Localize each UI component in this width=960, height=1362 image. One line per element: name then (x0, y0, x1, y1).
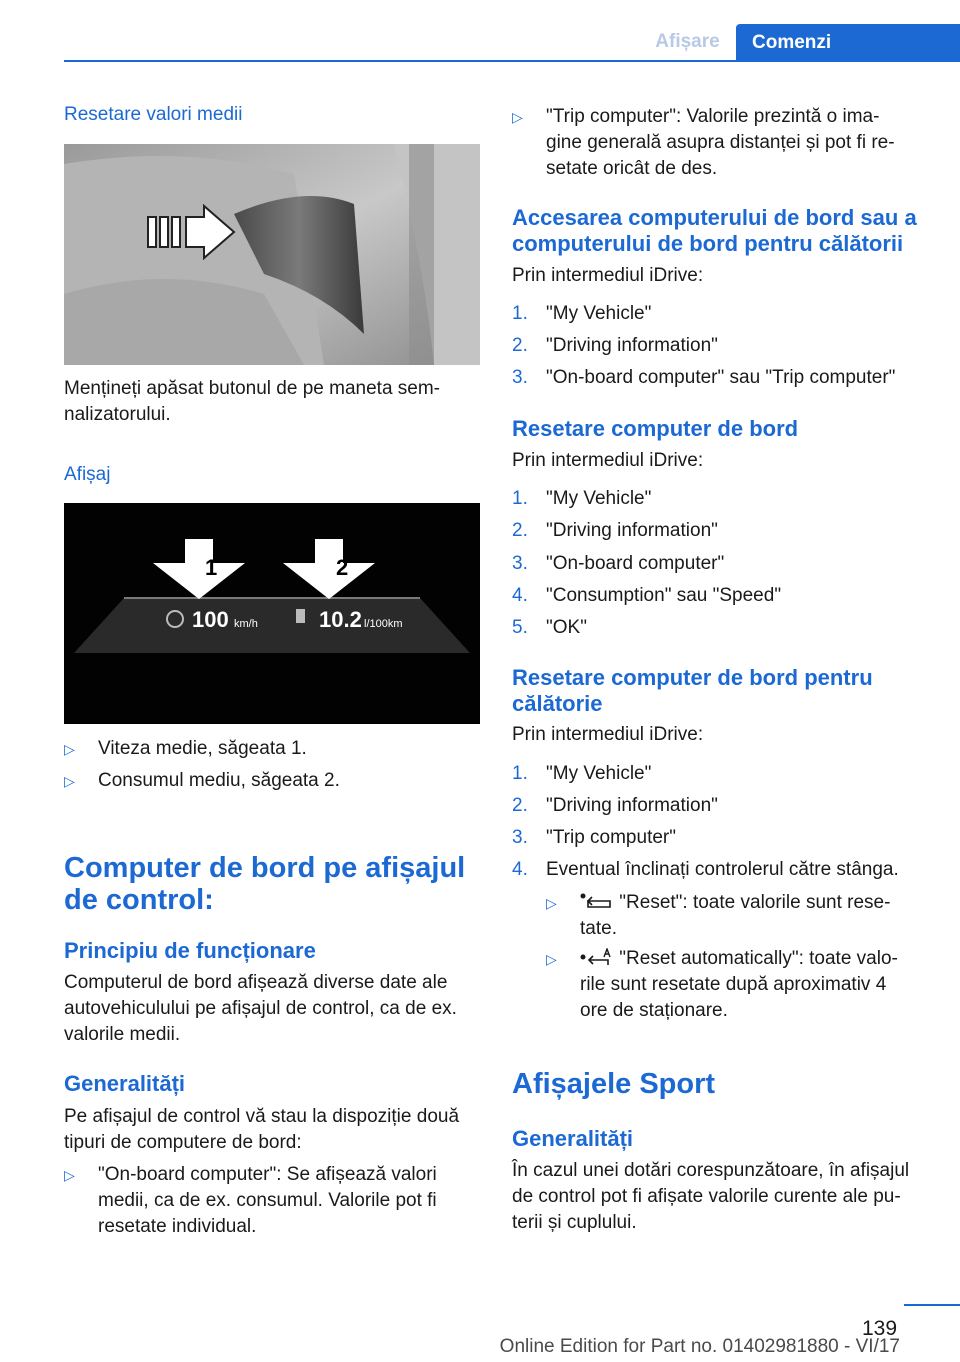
heading-operating-principle: Principiu de funcționare (64, 938, 316, 963)
heading-onboard-computer (64, 852, 480, 916)
list-number: 2. (512, 795, 528, 816)
text-line: Computerul de bord afișează diverse date ale (64, 972, 448, 993)
heading-display: Afișaj (64, 464, 111, 485)
text-line: rile sunt resetate după aproximativ 4 (580, 974, 887, 995)
list-item-text: "OK" (546, 617, 587, 638)
list-number: 3. (512, 553, 528, 574)
list-number: 3. (512, 827, 528, 848)
paragraph-idrive: Prin intermediul iDrive: (512, 265, 704, 286)
list-item (512, 104, 928, 184)
text-line: În cazul unei dotări corespunzătoare, în afișajul (512, 1160, 910, 1181)
instrument-display-image (64, 503, 480, 724)
paragraph-idrive: Prin intermediul iDrive: (512, 450, 704, 471)
list-item-text: "On-board computer" sau "Trip computer" (546, 367, 896, 388)
heading-line: computerului de bord pentru călătorii (512, 231, 904, 256)
heading-line: călătorie (512, 691, 603, 716)
list-number: 2. (512, 335, 528, 356)
text-line: de control pot fi afișate valorile curente ale pu‐ (512, 1186, 901, 1207)
list-number: 1. (512, 763, 528, 784)
heading-reset-onboard-computer: Resetare computer de bord (512, 416, 799, 441)
text-line: nalizatorului. (64, 404, 171, 425)
triangle-bullet-icon: ▷ (546, 895, 557, 911)
text-line: setate oricât de des. (546, 158, 718, 179)
text-span: "Reset": toate valorile sunt rese‐ (619, 892, 891, 913)
heading-line: Resetare computer de bord pentru (512, 665, 873, 690)
arrow-2-label: 2 (336, 555, 349, 580)
list-item-text: "Consumption" sau "Speed" (546, 585, 782, 606)
text-line: terii și cuplului. (512, 1212, 637, 1233)
triangle-bullet-icon: ▷ (64, 741, 75, 757)
list-item-text: Consumul mediu, săgeata 2. (98, 770, 340, 791)
text-line: Pe afișajul de control vă stau la dispoziție două (64, 1106, 460, 1127)
triangle-bullet-icon: ▷ (64, 1167, 75, 1183)
heading-line: Computer de bord pe afișajul (64, 852, 466, 884)
average-speed-unit: km/h (234, 618, 258, 630)
list-item-text: "On-board computer" (546, 553, 725, 574)
list-item-text (580, 890, 930, 942)
heading-general: Generalități (64, 1071, 186, 1096)
text-line (580, 890, 930, 916)
triangle-bullet-icon: ▷ (512, 109, 523, 125)
text-line: "On-board computer": Se afișează valori (98, 1164, 437, 1185)
edition-footer: Online Edition for Part no. 01402981880 - VI/17 (499, 1336, 900, 1357)
fuel-pump-icon (296, 609, 305, 623)
text-line: ore de staționare. (580, 1000, 728, 1021)
section-tab-afisare[interactable]: Afișare (655, 31, 720, 52)
list-item-text: "My Vehicle" (546, 303, 652, 324)
paragraph-idrive: Prin intermediul iDrive: (512, 724, 704, 745)
paragraph-general (64, 1104, 480, 1156)
paragraph-principle (64, 970, 480, 1048)
heading-general: Generalități (512, 1126, 634, 1151)
list-number: 2. (512, 520, 528, 541)
header-rule (64, 60, 960, 62)
text-line: autovehiculului pe afișajul de control, ca de ex. (64, 998, 457, 1019)
average-speed-value: 100 (192, 607, 229, 632)
text-line: "Trip computer": Valorile prezintă o ima‐ (546, 106, 880, 127)
page-header (0, 0, 960, 64)
text-line: tipuri de computere de bord: (64, 1132, 302, 1153)
reset-icon (580, 893, 614, 909)
turn-signal-stalk-image (64, 144, 480, 365)
list-item-text (580, 946, 930, 1024)
reset-automatically-icon (580, 948, 614, 966)
text-line: tate. (580, 918, 617, 939)
text-line: Mențineți apăsat butonul de pe maneta sem‐ (64, 378, 441, 399)
list-item-text: "Driving information" (546, 520, 718, 541)
list-item-text: "My Vehicle" (546, 488, 652, 509)
heading-line: Accesarea computerului de bord sau a (512, 205, 917, 230)
list-item (546, 946, 928, 1026)
list-item-text (98, 1162, 478, 1240)
list-item (64, 1162, 480, 1242)
heading-sport-displays: Afișajele Sport (512, 1068, 716, 1100)
arrow-1-label: 1 (205, 555, 218, 580)
list-number: 3. (512, 367, 528, 388)
text-line: resetate individual. (98, 1216, 257, 1237)
list-number: 5. (512, 617, 528, 638)
triangle-bullet-icon: ▷ (64, 773, 75, 789)
heading-reset-averages: Resetare valori medii (64, 104, 243, 125)
average-consumption-unit: l/100km (364, 618, 403, 630)
footer-rule (904, 1304, 960, 1306)
heading-line: de control: (64, 884, 214, 916)
list-item-text: "Driving information" (546, 335, 718, 356)
text-line: medii, ca de ex. consumul. Valorile pot fi (98, 1190, 437, 1211)
text-line: gine generală asupra distanței și pot fi re‐ (546, 132, 895, 153)
list-item-text: Viteza medie, săgeata 1. (98, 738, 307, 759)
heading-access-computer (512, 205, 942, 257)
text-span: "Reset automatically": toate valo‐ (619, 948, 898, 969)
text-line (580, 946, 930, 972)
list-number: 4. (512, 585, 528, 606)
heading-reset-trip-computer (512, 665, 928, 717)
paragraph-press-button (64, 376, 480, 428)
triangle-bullet-icon: ▷ (546, 951, 557, 967)
text-line: valorile medii. (64, 1024, 181, 1045)
list-item-text: "My Vehicle" (546, 763, 652, 784)
list-item-text (546, 104, 926, 182)
list-item-text: "Trip computer" (546, 827, 676, 848)
list-number: 4. (512, 859, 528, 880)
list-number: 1. (512, 488, 528, 509)
page-number: 139 (862, 1317, 898, 1340)
list-item (546, 890, 928, 946)
list-item-text: "Driving information" (546, 795, 718, 816)
section-tab-comenzi[interactable]: Comenzi (736, 24, 960, 62)
list-number: 1. (512, 303, 528, 324)
average-consumption-value: 10.2 (319, 607, 362, 632)
list-item-text: Eventual înclinați controlerul către stânga. (546, 859, 899, 880)
paragraph-sport-general (512, 1158, 928, 1236)
